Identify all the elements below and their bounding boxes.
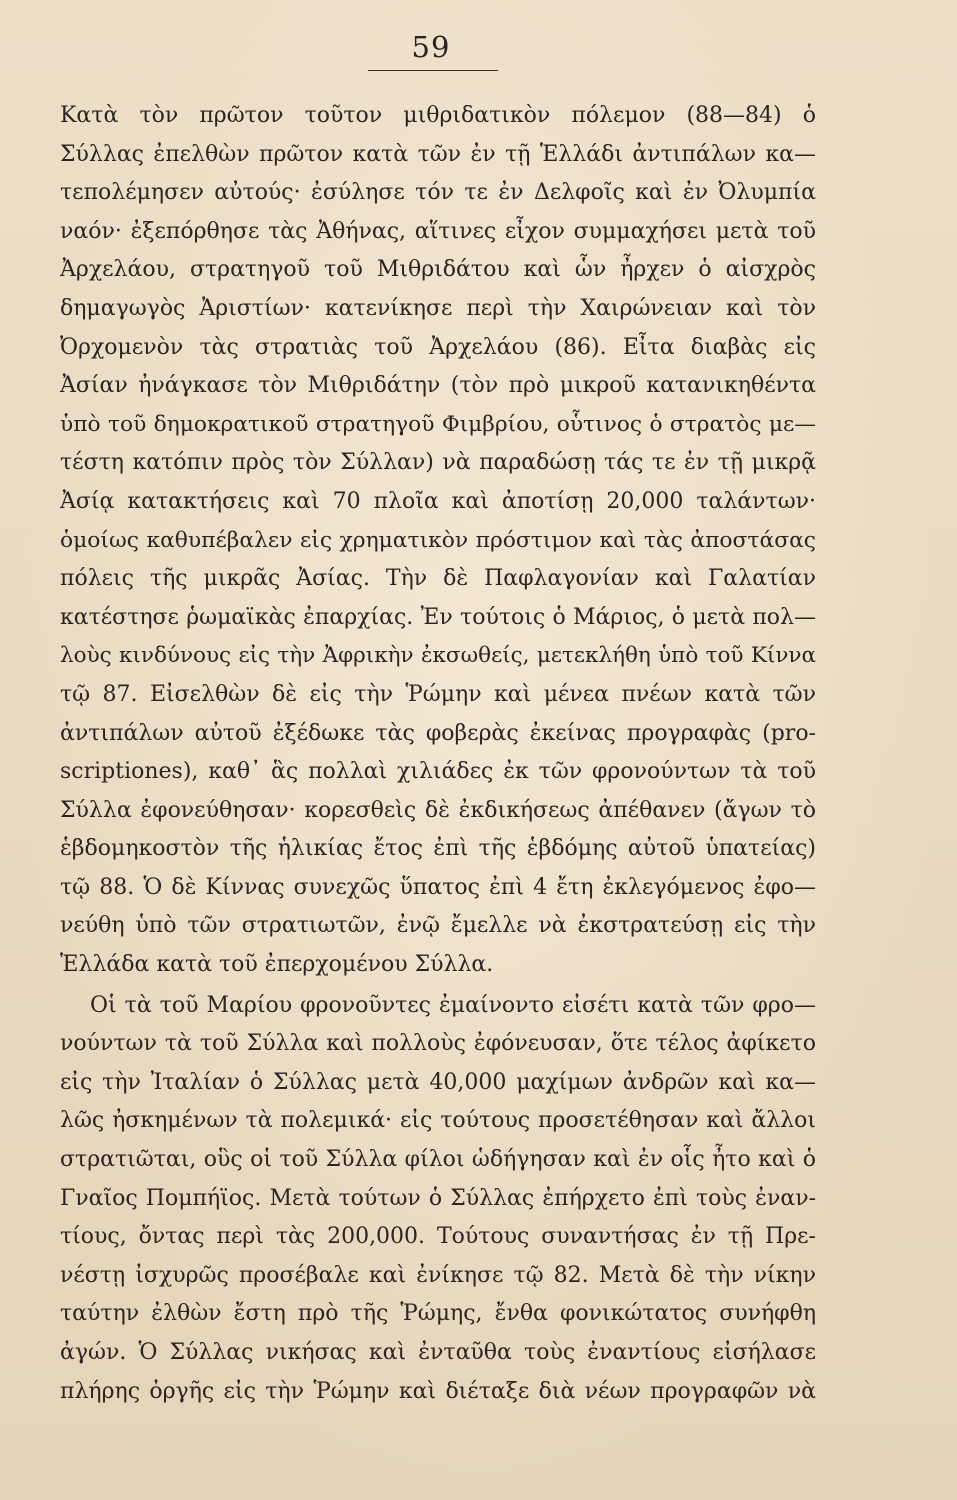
- text-line: Ἀρχελάου, στρατηγοῦ τοῦ Μιθριδάτου καὶ ὧν ἦρχεν ὁ αἰσχρὸς: [60, 257, 816, 283]
- text-line: λοὺς κινδύνους εἰς τὴν Ἀφρικὴν ἐκσωθείς, μετεκλήθη ὑπὸ τοῦ Κίννα: [60, 643, 816, 669]
- text-line: τέστη κατόπιν πρὸς τὸν Σύλλαν) νὰ παραδώσῃ τάς τε ἐν τῇ μικρᾷ: [60, 450, 816, 476]
- text-line: στρατιῶται, οὓς οἱ τοῦ Σύλλα φίλοι ὡδήγησαν καὶ ἐν οἷς ἦτο καὶ ὁ: [60, 1147, 816, 1173]
- text-line: scriptiones), καθ᾽ ἃς πολλαὶ χιλιάδες ἐκ τῶν φρονούντων τὰ τοῦ: [60, 759, 816, 785]
- header-rule: [368, 70, 498, 71]
- text-line: Σύλλα ἐφονεύθησαν· κορεσθεὶς δὲ ἐκδικήσεως ἀπέθανεν (ἄγων τὸ: [60, 797, 816, 823]
- text-line: Γναῖος Πομπήϊος. Μετὰ τούτων ὁ Σύλλας ἐπήρχετο ἐπὶ τοὺς ἐναν-: [60, 1185, 816, 1211]
- text-line: Κατὰ τὸν πρῶτον τοῦτον μιθριδατικὸν πόλεμον (88—84) ὁ: [60, 103, 816, 128]
- text-line: δημαγωγὸς Ἀριστίων· κατενίκησε περὶ τὴν Χαιρώνειαν καὶ τὸν: [60, 295, 816, 321]
- text-line: ὁμοίως καθυπέβαλεν εἰς χρηματικὸν πρόστιμον καὶ τὰς ἀποστάσας: [60, 527, 816, 553]
- text-line: ἀγών. Ὁ Σύλλας νικήσας καὶ ἐνταῦθα τοὺς ἐναντίους εἰσήλασε: [60, 1340, 816, 1365]
- text-line: πόλεις τῆς μικρᾶς Ἀσίας. Τὴν δὲ Παφλαγονίαν καὶ Γαλατίαν: [60, 566, 816, 592]
- text-line: Ἀσίαν ἠνάγκασε τὸν Μιθριδάτην (τὸν πρὸ μικροῦ κατανικηθέντα: [60, 373, 816, 399]
- text-line: νούντων τὰ τοῦ Σύλλα καὶ πολλοὺς ἐφόνευσαν, ὅτε τέλος ἀφίκετο: [60, 1031, 816, 1057]
- paragraph-2: [60, 987, 816, 1412]
- text-line: ναόν· ἐξεπόρθησε τὰς Ἀθήνας, αἵτινες εἶχον συμμαχήσει μετὰ τοῦ: [60, 218, 816, 244]
- text-line: ταύτην ἐλθὼν ἔστη πρὸ τῆς Ῥώμης, ἔνθα φονικώτατος συνήφθη: [60, 1301, 816, 1327]
- text-line: εἰς τὴν Ἰταλίαν ὁ Σύλλας μετὰ 40,000 μαχίμων ἀνδρῶν καὶ κα—: [60, 1069, 816, 1095]
- text-line: λῶς ἠσκημένων τὰ πολεμικά· εἰς τούτους προσετέθησαν καὶ ἄλλοι: [60, 1108, 816, 1134]
- text-line: Οἱ τὰ τοῦ Μαρίου φρονοῦντες ἐμαίνοντο εἰσέτι κατὰ τῶν φρο—: [90, 992, 816, 1018]
- paragraph-1: [60, 97, 816, 985]
- text-line: πλήρης ὀργῆς εἰς τὴν Ῥώμην καὶ διέταξε διὰ νέων προγραφῶν νὰ: [60, 1378, 816, 1404]
- text-line: ὑπὸ τοῦ δημοκρατικοῦ στρατηγοῦ Φιμβρίου, οὗτινος ὁ στρατὸς με—: [60, 411, 816, 437]
- text-line: τίους, ὄντας περὶ τὰς 200,000. Τούτους συναντήσας ἐν τῇ Πρε-: [60, 1224, 816, 1250]
- text-line: τεπολέμησεν αὐτούς· ἐσύλησε τόν τε ἐν Δελφοῖς καὶ ἐν Ὀλυμπία: [60, 180, 816, 206]
- text-line: Ὀρχομενὸν τὰς στρατιὰς τοῦ Ἀρχελάου (86). Εἶτα διαβὰς εἰς: [60, 334, 816, 360]
- text-line: τῷ 87. Εἰσελθὼν δὲ εἰς τὴν Ῥώμην καὶ μένεα πνέων κατὰ τῶν: [60, 681, 816, 707]
- text-line: Ἀσίᾳ κατακτήσεις καὶ 70 πλοῖα καὶ ἀποτίσῃ 20,000 ταλάντων·: [60, 488, 816, 514]
- text-line: τῷ 88. Ὁ δὲ Κίννας συνεχῶς ὕπατος ἐπὶ 4 ἔτη ἐκλεγόμενος ἐφο—: [60, 874, 816, 900]
- text-line: νεύθη ὑπὸ τῶν στρατιωτῶν, ἐνῷ ἔμελλε νὰ ἐκστρατεύσῃ εἰς τὴν: [60, 913, 816, 939]
- text-line: ἀντιπάλων αὐτοῦ ἐξέδωκε τὰς φοβερὰς ἐκείνας προγραφὰς (pro-: [60, 720, 816, 746]
- page-number: 59: [411, 30, 451, 64]
- text-line: Ἑλλάδα κατὰ τοῦ ἐπερχομένου Σύλλα.: [60, 952, 494, 978]
- body-text: [60, 97, 816, 1411]
- text-line: νέστῃ ἰσχυρῶς προσέβαλε καὶ ἐνίκησε τῷ 82. Μετὰ δὲ τὴν νίκην: [60, 1262, 816, 1288]
- text-line: κατέστησε ῥωμαϊκὰς ἐπαρχίας. Ἐν τούτοις ὁ Μάριος, ὁ μετὰ πολ—: [60, 604, 816, 630]
- text-line: ἑβδομηκοστὸν τῆς ἡλικίας ἔτος ἐπὶ τῆς ἑβδόμης αὐτοῦ ὑπατείας): [60, 836, 816, 862]
- text-line: Σύλλας ἐπελθὼν πρῶτον κατὰ τῶν ἐν τῇ Ἑλλάδι ἀντιπάλων κα—: [60, 141, 816, 167]
